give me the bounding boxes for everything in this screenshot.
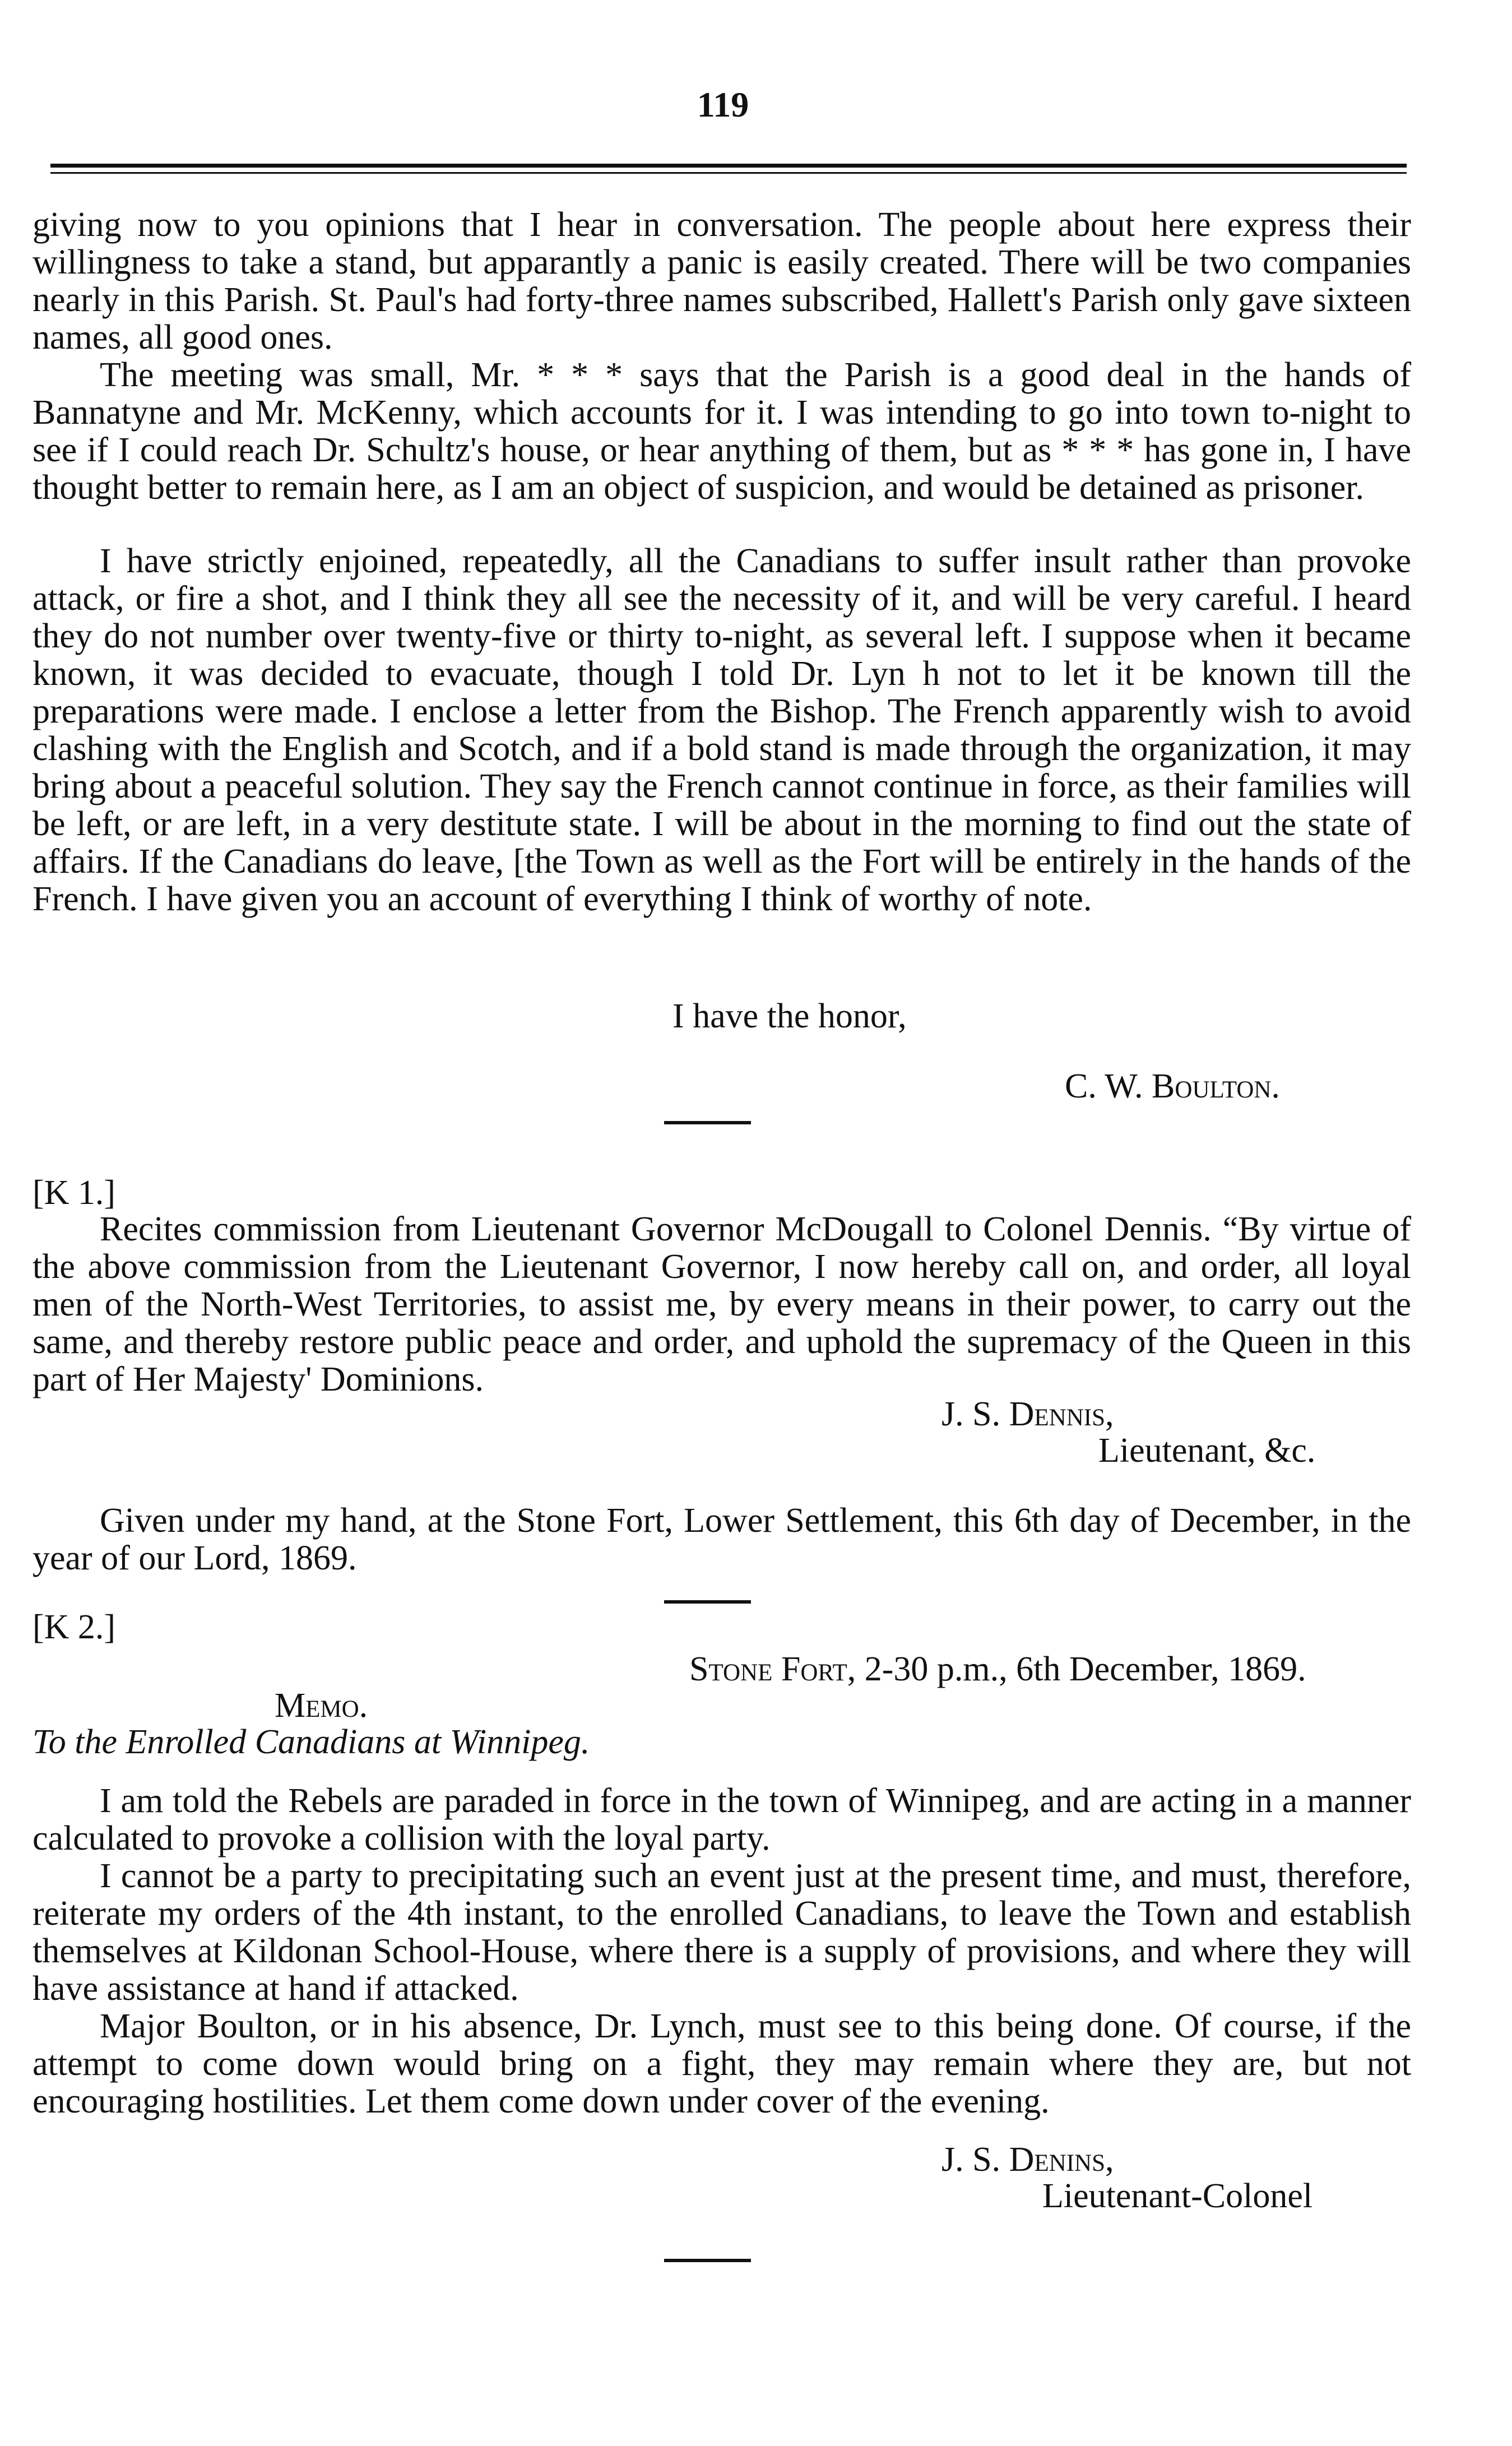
letter-paragraph-3: I have strictly enjoined, repeatedly, all the Canadians to suffer insult rather than provoke attack, or fire a shot, and I think they all see the necessity of it, and will be very careful. I heard they do not number over twenty-five or thirty to-night, as several left. I suppose when it became known, it was decided to evacuate, though I told Dr. Lyn h not to let it be known till the preparations were made. I enclose a letter from the Bishop. The French apparently wish to avoid clashing with the English and Scotch, and if a bold stand is made through the organization, it may bring about a peaceful solution. They say the French cannot continue in force, as their families will be left, or are left, in a very destitute state. I will be about in the morning to find out the state of affairs. If the Canadians do leave, [the Town as well as the Fort will be entirely in the hands of the French. I have given you an account of everything I think of worthy of note. (33, 542, 1411, 918)
k1-paragraph: Recites commission from Lieutenant Governor McDougall to Colonel Dennis. “By virtue of the above commission from the Lieutenant Governor, I now hereby call on, and order, all loyal men of the North-West Territories, to assist me, by every means in their power, to carry out the same, and thereby restore public peace and order, and uphold the supremacy of the Queen in this part of Her Majesty' Dominions. (33, 1210, 1411, 1398)
section-label-k1: [K 1.] (33, 1174, 116, 1212)
section-divider-3 (664, 2259, 751, 2262)
letter-paragraph-1: giving now to you opinions that I hear in conversation. The people about here express their willingness to take a stand, but apparantly a panic is easily created. There will be two companies nearly in this Parish. St. Paul's had forty-three names subscribed, Hallett's Parish only gave sixteen names, all good ones. (33, 206, 1411, 356)
k1-given: Given under my hand, at the Stone Fort, Lower Settlement, this 6th day of December, in the year of our Lord, 1869. (33, 1502, 1411, 1577)
k2-signature: J. S. Denins, (941, 2141, 1114, 2179)
section-divider-2 (664, 1600, 751, 1604)
page-number: 119 (697, 85, 749, 124)
letter-paragraph-2: The meeting was small, Mr. * * * says that the Parish is a good deal in the hands of Bannatyne and Mr. McKenny, which accounts for it. I was intending to go into town to-night to see if I could reach Dr. Schultz's house, or hear anything of them, but as * * * has gone in, I have thought better to remain here, as I am an object of suspicion, and would be detained as prisoner. (33, 356, 1411, 507)
k2-dateline (689, 1651, 1306, 1688)
k2-dateline-rest: 2-30 p.m., 6th December, 1869. (856, 1650, 1306, 1688)
k2-addressee: To the Enrolled Canadians at Winnipeg. (33, 1723, 590, 1761)
k2-memo: Memo. (275, 1687, 368, 1725)
section-divider-1 (664, 1121, 751, 1124)
k2-paragraph-2: I cannot be a party to precipitating such an event just at the present time, and must, therefore, reiterate my orders of the 4th instant, to the enrolled Canadians, to leave the Town and establish themselves at Kildonan School-House, where there is a supply of provisions, and where they will have assistance at hand if attacked. (33, 1857, 1411, 2008)
letter-signature: C. W. Boulton. (1065, 1067, 1280, 1105)
k1-title: Lieutenant, &c. (1098, 1432, 1316, 1470)
k1-signature: J. S. Dennis, (941, 1395, 1114, 1433)
letter-closing: I have the honor, (672, 997, 907, 1035)
section-label-k2: [K 2.] (33, 1608, 116, 1646)
header-rule (50, 164, 1407, 174)
k2-dateline-place: Stone Fort, (689, 1650, 856, 1688)
k2-paragraph-3: Major Boulton, or in his absence, Dr. Lynch, must see to this being done. Of course, if the attempt to come down would bring on a fight, they may remain where they are, but not encouraging hostilities. Let them come down under cover of the evening. (33, 2007, 1411, 2120)
k2-title: Lieutenant-Colonel (1042, 2177, 1313, 2215)
k2-paragraph-1: I am told the Rebels are paraded in force in the town of Winnipeg, and are acting in a manner calculated to provoke a collision with the loyal party. (33, 1782, 1411, 1857)
